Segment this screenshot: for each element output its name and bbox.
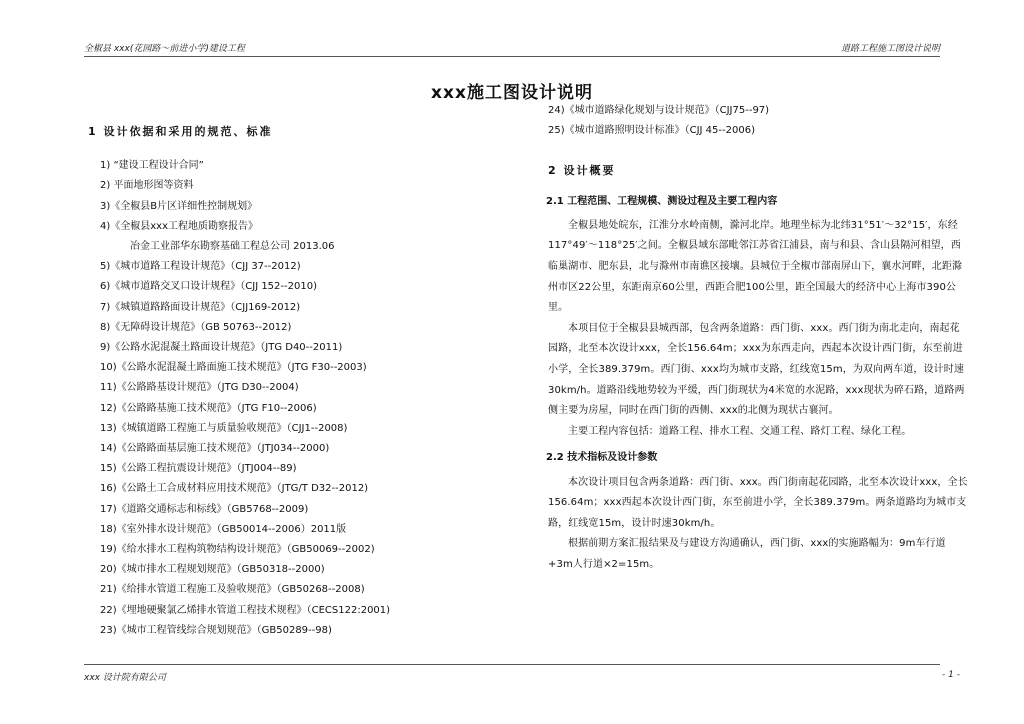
reference-item: 17)《道路交通标志和标线》（GB5768--2009)	[100, 503, 309, 515]
reference-item: 14)《公路路面基层施工技术规范》（JTJ034--2000)	[100, 443, 330, 455]
reference-list	[100, 156, 520, 641]
header-divider	[84, 56, 940, 57]
subsection-2-2-heading: 2.2 技术指标及设计参数	[546, 452, 658, 464]
reference-item: 8)《无障碍设计规范》（GB 50763--2012)	[100, 321, 292, 333]
reference-item: 6)《城市道路交叉口设计规程》（CJJ 152--2010)	[100, 281, 317, 293]
paragraph: 全椒县地处皖东，江淮分水岭南侧，滁河北岸。地理坐标为北纬31°51′～32°15′，东经117°49′～118°25′之间。全椒县域东部毗邻江苏省江浦县，南与和县、含山县隔河相望，西临巢湖市、肥东县，北与滁州市南谯区接壤。县城位于全椒市部南屏山下，襄水河畔，北距滁州市区22公里，东距南京60公里，西距合肥100公里，距全国最大的经济中心上海市390公里。	[548, 219, 963, 314]
subsection-2-1-heading: 2.1 工程范围、工程规模、测设过程及主要工程内容	[546, 195, 778, 207]
footer-divider	[84, 664, 940, 665]
reference-item: 3)《全椒县B片区详细性控制规划》	[100, 200, 258, 212]
reference-item: 21)《给排水管道工程施工及验收规范》（GB50268--2008)	[100, 584, 365, 596]
section2-heading: 2 设计概要	[548, 164, 616, 178]
reference-item: 19)《给水排水工程构筑物结构设计规范》（GB50069--2002)	[100, 544, 375, 556]
reference-item: 7)《城镇道路路面设计规范》（CJJ169-2012)	[100, 301, 301, 313]
paragraph: 主要工程内容包括：道路工程、排水工程、交通工程、路灯工程、绿化工程。	[568, 425, 912, 437]
paragraph: 根据前期方案汇报结果及与建设方沟通确认，西门街、xxx的实施路幅为：9m车行道+3m人行道×2=15m。	[548, 538, 946, 570]
reference-item: 冶金工业部华东勘察基础工程总公司 2013.06	[130, 241, 335, 253]
reference-item: 24)《城市道路绿化规划与设计规范》（CJJ75--97)	[548, 105, 770, 116]
reference-item: 22)《埋地硬聚氯乙烯排水管道工程技术规程》（CECS122:2001)	[100, 604, 391, 616]
footer-company: xxx 设计院有限公司	[84, 673, 166, 683]
reference-item: 12)《公路路基施工技术规范》（JTG F10--2006)	[100, 402, 317, 414]
reference-item: 11)《公路路基设计规范》（JTG D30--2004)	[100, 382, 299, 394]
reference-item: 4)《全椒县xxx工程地质勘察报告》	[100, 220, 259, 232]
reference-item: 16)《公路土工合成材料应用技术规范》（JTG/T D32--2012)	[100, 483, 369, 495]
reference-item: 5)《城市道路工程设计规范》（CJJ 37--2012)	[100, 261, 301, 273]
reference-item: 18)《室外排水设计规范》（GB50014--2006）2011版	[100, 523, 347, 535]
reference-item: 25)《城市道路照明设计标准》（CJJ 45--2006)	[548, 125, 755, 137]
paragraph: 本项目位于全椒县县城西部，包含两条道路：西门街、xxx。西门街为南北走向，南起花园路，北至本次设计xxx，全长156.64m；xxx为东西走向，西起本次设计西门街，东至前进小学，全长389.379m。西门街、xxx均为城市支路，红线宽15m，为双向两车道，设计时速30km/h。道路沿线地势较为平缓，西门街现状为4米宽的水泥路，xxx现状为碎石路，道路两侧主要为房屋，同时在西门街的西侧、xxx的北侧为现状古襄河。	[548, 322, 965, 417]
header-doc-type: 道路工程施工图设计说明	[840, 44, 940, 54]
left-column	[88, 122, 520, 641]
reference-item: 1) “建设工程设计合同”	[100, 160, 204, 172]
right-column	[548, 101, 968, 576]
reference-item: 2) 平面地形图等资料	[100, 180, 194, 192]
reference-item: 13)《城镇道路工程施工与质量验收规范》（CJJ1--2008)	[100, 422, 348, 434]
paragraph: 本次设计项目包含两条道路：西门街、xxx。西门街南起花园路，北至本次设计xxx，全长156.64m；xxx西起本次设计西门街，东至前进小学，全长389.379m。两条道路均为城市支路，红线宽15m，设计时速30km/h。	[548, 476, 968, 529]
page-number: - 1 -	[942, 670, 960, 680]
reference-item: 9)《公路水泥混凝土路面设计规范》（JTG D40--2011)	[100, 342, 343, 354]
section1-heading: 1 设计依据和采用的规范、标准	[88, 125, 273, 138]
reference-list-continued	[548, 101, 968, 141]
reference-item: 20)《城市排水工程规划规范》（GB50318--2000)	[100, 564, 325, 576]
reference-item: 15)《公路工程抗震设计规范》（JTJ004--89)	[100, 463, 297, 475]
header-project-name: 全椒县 xxx(花园路～前进小学)建设工程	[84, 44, 245, 54]
reference-item: 23)《城市工程管线综合规划规范》（GB50289--98)	[100, 624, 332, 636]
reference-item: 10)《公路水泥混凝土路面施工技术规范》（JTG F30--2003)	[100, 362, 367, 374]
document-title: xxx施工图设计说明	[431, 83, 593, 103]
